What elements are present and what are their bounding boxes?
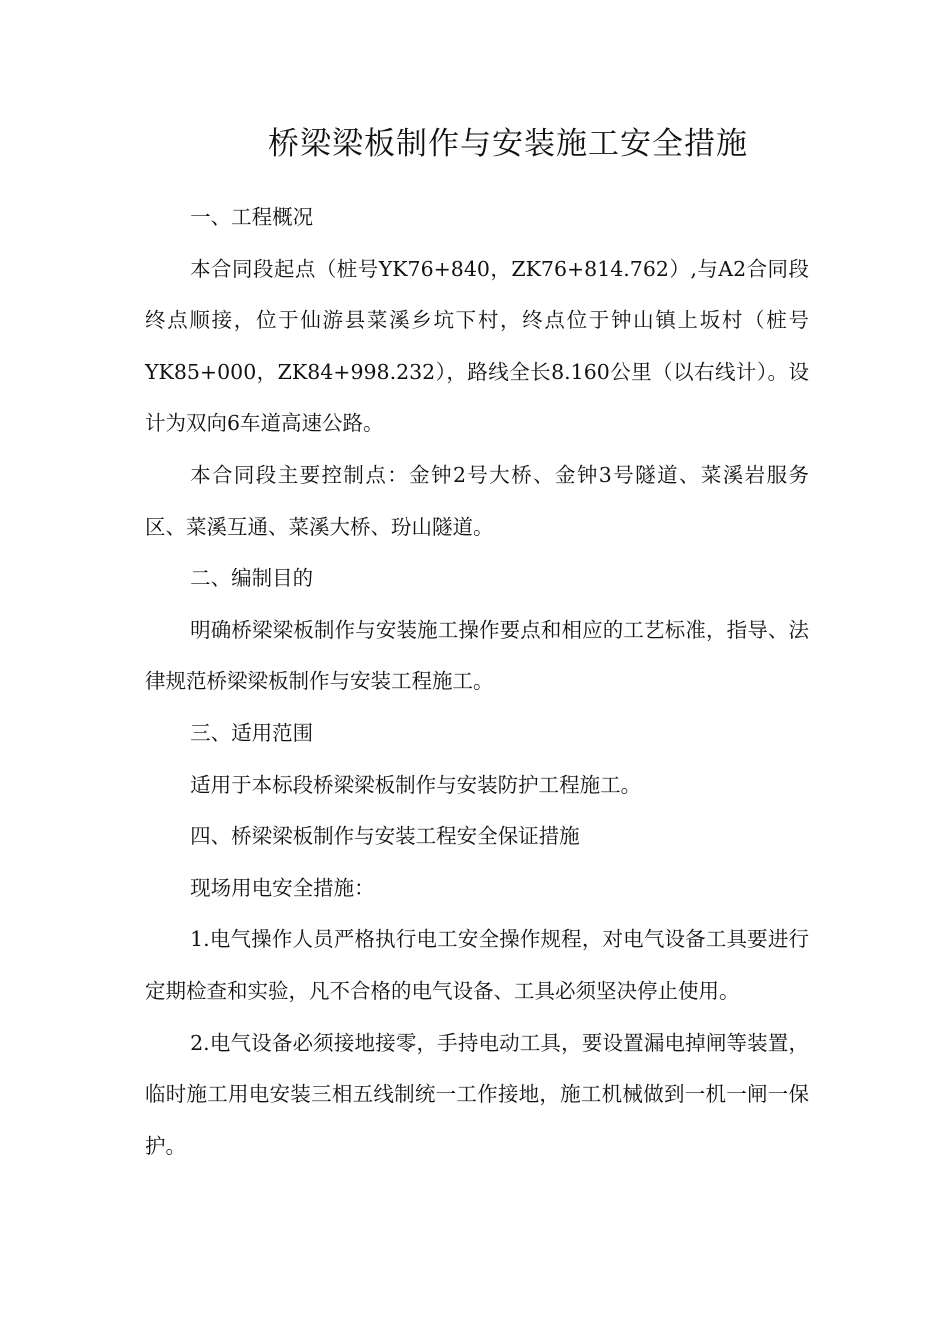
section-heading-purpose: 二、编制目的: [190, 566, 314, 591]
section-heading-safety: 四、桥梁梁板制作与安装工程安全保证措施: [190, 824, 580, 849]
paragraph-scope: 适用于本标段桥梁梁板制作与安装防护工程施工。: [190, 772, 642, 797]
document-title: 桥梁梁板制作与安装施工安全措施: [268, 126, 748, 162]
paragraph-electric-safety-intro: 现场用电安全措施：: [190, 875, 375, 900]
list-item-2: 2.电气设备必须接地接零，手持电动工具，要设置漏电掉闸等装置，临时施工用电安装三相五线制统一工作接地，施工机械做到一机一闸一保护。: [145, 1030, 809, 1158]
section-heading-overview: 一、工程概况: [190, 205, 314, 229]
paragraph-control-points: 本合同段主要控制点：金钟2号大桥、金钟3号隧道、菜溪岩服务区、菜溪互通、菜溪大桥、玢山隧道。: [145, 462, 809, 539]
section-heading-scope: 三、适用范围: [190, 720, 314, 745]
paragraph-purpose: 明确桥梁梁板制作与安装施工操作要点和相应的工艺标准，指导、法律规范桥梁梁板制作与安装工程施工。: [145, 617, 809, 694]
list-item-1: 1.电气操作人员严格执行电工安全操作规程，对电气设备工具要进行定期检查和实验，凡不合格的电气设备、工具必须坚决停止使用。: [145, 927, 809, 1003]
paragraph-project-scope: 本合同段起点（桩号YK76+840，ZK76+814.762）,与A2合同段终点顺接，位于仙游县菜溪乡坑下村，终点位于钟山镇上坂村（桩号YK85+000，ZK84+998.232），路线全长8.160公里（以右线计）。设计为双向6车道高速公路。: [145, 256, 809, 436]
document-body: [145, 192, 809, 1172]
